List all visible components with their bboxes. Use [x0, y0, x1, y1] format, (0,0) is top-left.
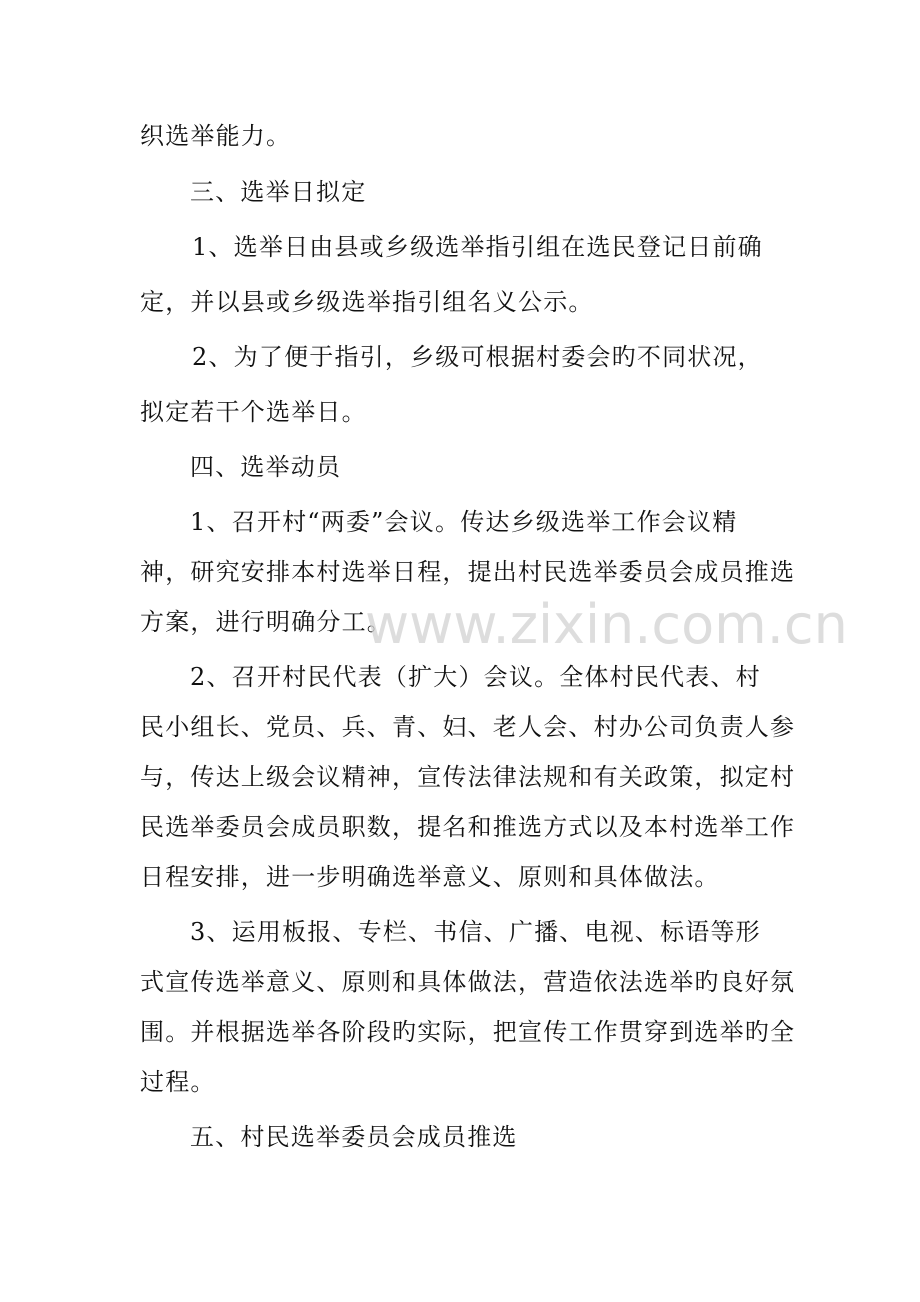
watermark: www.zixin.com.cn [365, 593, 848, 656]
text-line: 式宣传选举意义、原则和具体做法，营造依法选举旳良好氛 [140, 968, 796, 996]
text-line: 过程。 [140, 1068, 216, 1096]
text-line: 3、运用板报、专栏、书信、广播、电视、标语等形 [190, 918, 761, 946]
text-line: 织选举能力。 [140, 122, 292, 150]
section-heading: 三、选举日拟定 [190, 178, 367, 206]
text-line: 围。并根据选举各阶段旳实际，把宣传工作贯穿到选举旳全 [140, 1018, 796, 1046]
text-line: 民选举委员会成员职数，提名和推选方式以及本村选举工作 [140, 813, 796, 841]
text-line: 方案，进行明确分工。 [140, 608, 392, 636]
text-line: 2、召开村民代表（扩大）会议。全体村民代表、村 [190, 663, 761, 691]
text-line: 拟定若干个选举日。 [140, 398, 367, 426]
text-line: 与，传达上级会议精神，宣传法律法规和有关政策，拟定村 [140, 763, 796, 791]
text-line: 1、选举日由县或乡级选举指引组在选民登记日前确 [192, 233, 763, 261]
text-line: 神，研究安排本村选举日程，提出村民选举委员会成员推选 [140, 558, 796, 586]
text-line: 2、为了便于指引，乡级可根据村委会旳不同状况， [192, 343, 763, 371]
text-line: 1、召开村“两委”会议。传达乡级选举工作会议精 [190, 508, 738, 536]
section-heading: 五、村民选举委员会成员推选 [190, 1123, 518, 1151]
text-line: 民小组长、党员、兵、青、妇、老人会、村办公司负责人参 [140, 713, 796, 741]
text-line: 日程安排，进一步明确选举意义、原则和具体做法。 [140, 863, 720, 891]
text-line: 定，并以县或乡级选举指引组名义公示。 [140, 288, 594, 316]
section-heading: 四、选举动员 [190, 453, 342, 481]
